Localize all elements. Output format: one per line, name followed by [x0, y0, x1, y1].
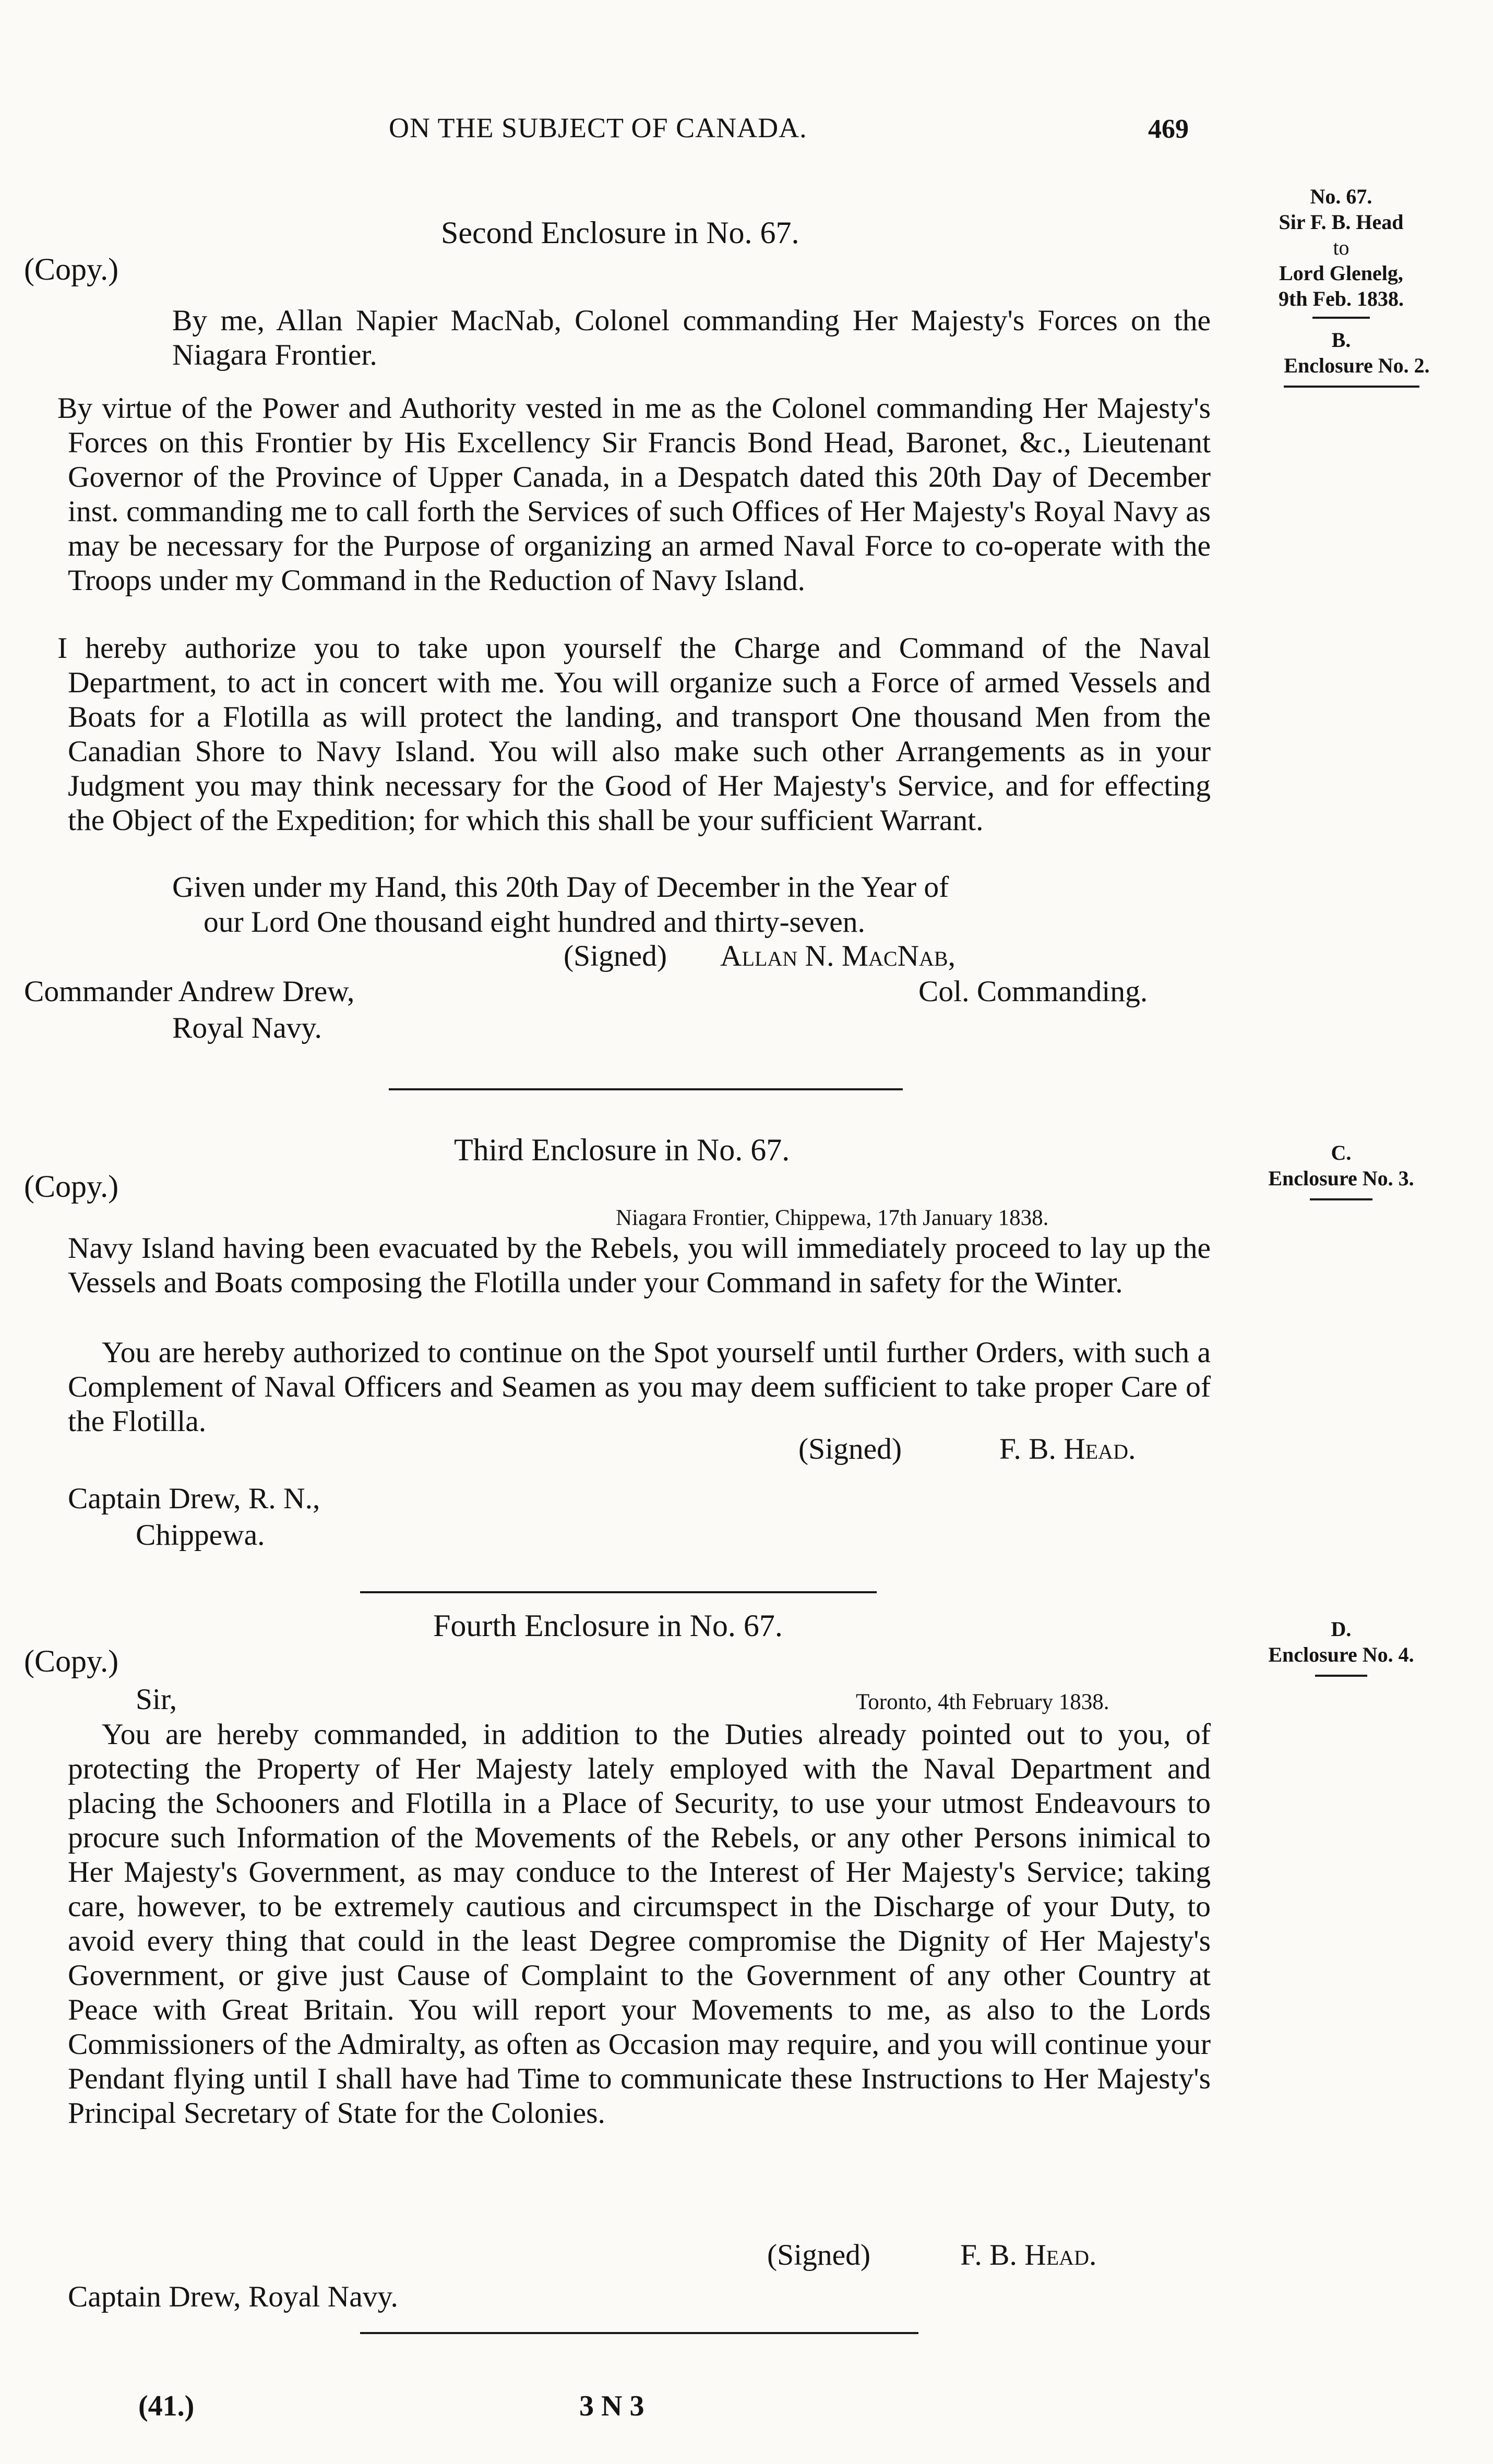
page-number: 469	[1148, 114, 1189, 144]
margin-note-rule	[1310, 1198, 1372, 1200]
enclosure-3-signer: F. B. Head.	[999, 1433, 1136, 1465]
footer-signature-mark: 3 N 3	[579, 2390, 644, 2422]
section-divider	[360, 1591, 877, 1593]
enclosure-2-given-line-1: Given under my Hand, this 20th Day of December in the Year of	[172, 871, 949, 904]
enclosure-3-paragraph-1: Navy Island having been evacuated by the Rebels, you will immediately proceed to lay up the Vessels and Boats composing the Flotilla under your Command in safety for the Winter.	[68, 1232, 1211, 1299]
enclosure-4-addressee: Captain Drew, Royal Navy.	[68, 2280, 398, 2313]
margin-note-enclosure: Enclosure No. 4.	[1268, 1643, 1414, 1666]
enclosure-2-addressee-2: Royal Navy.	[172, 1012, 322, 1044]
enclosure-2-given-line-2: our Lord One thousand eight hundred and thirty-seven.	[204, 906, 865, 939]
margin-note-rule	[1312, 317, 1370, 319]
enclosure-2-signer: Allan N. MacNab,	[720, 940, 955, 972]
margin-note-enclosure-3	[1232, 1140, 1451, 1200]
margin-note-enclosure-2	[1232, 184, 1451, 388]
margin-note-line: Lord Glenelg,	[1279, 261, 1403, 285]
enclosure-2-preamble: By me, Allan Napier MacNab, Colonel commanding Her Majesty's Forces on the Niagara Frontier.	[172, 304, 1211, 371]
running-title: ON THE SUBJECT OF CANADA.	[389, 112, 807, 143]
enclosure-2-addressee-1: Commander Andrew Drew,	[24, 975, 355, 1008]
margin-note-rule	[1284, 386, 1419, 388]
enclosure-4-copy-label: (Copy.)	[24, 1644, 119, 1678]
margin-note-enclosure-4	[1232, 1616, 1451, 1677]
margin-note-enclosure: Enclosure No. 3.	[1268, 1167, 1414, 1190]
enclosure-3-addressee-2: Chippewa.	[136, 1519, 265, 1552]
enclosure-4-paragraph: You are hereby commanded, in addition to the Duties already pointed out to you, of protecting the Property of Her Majesty lately employed with the Naval Department and placing the Schooners and Flotilla in a Place of Security, to use your utmost Endeavours to procure such Information of the Movements of the Rebels, or any other Persons inimical to Her Majesty's Government, as may conduce to the Interest of Her Majesty's Service; taking care, however, to be extremely cautious and circumspect in the Discharge of your Duty, to avoid every thing that could in the least Degree compromise the Dignity of Her Majesty's Government, or give just Cause of Complaint to the Government of any other Country at Peace with Great Britain. You will report your Movements to me, as also to the Lords Commissioners of the Admiralty, as often as Occasion may require, and you will continue your Pendant flying until I shall have had Time to communicate these Instructions to Her Majesty's Principal Secretary of State for the Colonies.	[68, 1718, 1211, 2130]
enclosure-2-copy-label: (Copy.)	[24, 252, 119, 286]
running-header	[0, 112, 1493, 143]
enclosure-2-title: Second Enclosure in No. 67.	[441, 215, 799, 250]
margin-note-line: Sir F. B. Head	[1279, 210, 1404, 234]
enclosure-4-dateline: Toronto, 4th February 1838.	[856, 1690, 1109, 1714]
margin-note-rule	[1315, 1675, 1367, 1677]
margin-note-line: No. 67.	[1310, 185, 1372, 208]
enclosure-3-copy-label: (Copy.)	[24, 1169, 119, 1204]
enclosure-4-signer: F. B. Head.	[960, 2239, 1097, 2271]
margin-note-letter: B.	[1331, 328, 1351, 352]
enclosure-3-dateline: Niagara Frontier, Chippewa, 17th January 1838.	[616, 1206, 1049, 1230]
enclosure-3-addressee-1: Captain Drew, R. N.,	[68, 1482, 320, 1515]
margin-note-line: 9th Feb. 1838.	[1279, 287, 1404, 310]
margin-note-line: to	[1333, 236, 1349, 259]
enclosure-2-signer-title: Col. Commanding.	[918, 975, 1148, 1008]
margin-note-letter: C.	[1331, 1141, 1352, 1164]
enclosure-4-title: Fourth Enclosure in No. 67.	[433, 1608, 783, 1643]
enclosure-4-signed-label: (Signed)	[767, 2239, 871, 2271]
enclosure-2-paragraph-2: I hereby authorize you to take upon yourself the Charge and Command of the Naval Department, to act in concert with me. You will organize such a Force of armed Vessels and Boats for a Flotilla as will protect the landing, and transport One thousand Men from the Canadian Shore to Navy Island. You will also make such other Arrangements as in your Judgment you may think necessary for the Good of Her Majesty's Service, and for effecting the Object of the Expedition; for which this shall be your sufficient Warrant.	[57, 632, 1211, 837]
enclosure-3-title: Third Enclosure in No. 67.	[454, 1133, 790, 1167]
margin-note-enclosure: Enclosure No. 2.	[1284, 354, 1430, 377]
margin-note-letter: D.	[1331, 1617, 1352, 1641]
enclosure-3-signed-label: (Signed)	[798, 1433, 902, 1465]
enclosure-2-paragraph-1: By virtue of the Power and Authority vested in me as the Colonel commanding Her Majesty's Forces on this Frontier by His Excellency Sir Francis Bond Head, Baronet, &c., Lieutenant Governor of the Province of Upper Canada, in a Despatch dated this 20th Day of December inst. commanding me to call forth the Services of such Offices of Her Majesty's Royal Navy as may be necessary for the Purpose of organizing an armed Naval Force to co-operate with the Troops under my Command in the Reduction of Navy Island.	[57, 392, 1211, 597]
enclosure-4-salutation: Sir,	[136, 1683, 177, 1716]
enclosure-3-paragraph-2: You are hereby authorized to continue on the Spot yourself until further Orders, with such a Complement of Naval Officers and Seamen as you may deem sufficient to take proper Care of the Flotilla.	[68, 1336, 1211, 1438]
footer-number: (41.)	[138, 2390, 195, 2422]
section-divider	[360, 2332, 918, 2334]
enclosure-2-signed-label: (Signed)	[564, 940, 667, 972]
section-divider	[389, 1088, 903, 1090]
